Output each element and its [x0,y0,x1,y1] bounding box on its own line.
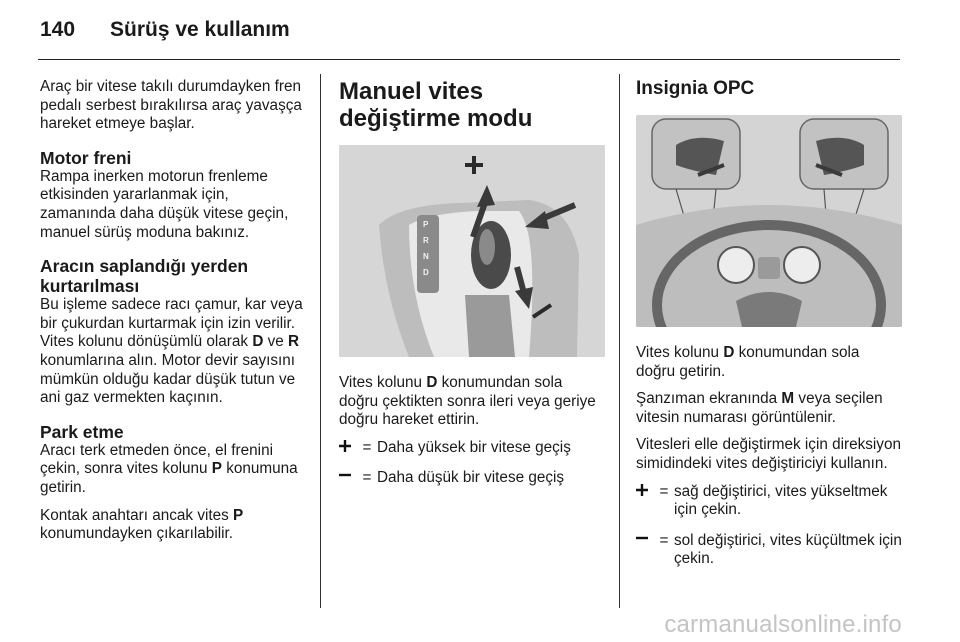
definition-row [636,532,902,569]
steering-paddles-illustration [636,115,902,327]
gear-lever-illustration [339,145,605,357]
section-body [40,442,308,498]
column-2 [339,78,605,500]
definition-row [636,483,902,520]
section-title: Insignia OPC [636,78,755,99]
section-saplandi [40,256,308,408]
section-body: Vitesleri elle değiştirmek için direksiyon simidindeki vites değiştiriciyi kullanın. [636,436,901,472]
plus-icon [636,483,654,502]
svg-text:R: R [423,236,429,245]
section-body [636,390,902,427]
definition-text: Daha yüksek bir vitese geçiş [377,438,571,456]
text-run: Aracı terk etmeden önce, el frenini çekin, sonra vites kolunu [40,441,273,478]
key-d: D [252,333,264,351]
text-run: veya seçilen vitesin numarası görüntülenir. [636,390,883,426]
page-number: 140 [40,18,76,41]
equals-sign: = [659,482,669,500]
text-run: konumuna getirin. [40,460,298,496]
intro-paragraph: Araç bir vitese takılı durumdayken fren pedalı serbest bırakılırsa araç yavaşça hareket etmeye başlar. [40,78,302,133]
text-run: konumlarına alın. Motor devir sayısını mümkün olduğu kadar düşük tutun ve ani gaz vermekten kaçının. [40,351,296,407]
definition-text: sol değiştirici, vites küçültmek için çekin. [674,531,902,568]
section-body [339,374,605,430]
key-m: M [781,390,795,408]
key-d: D [723,344,735,361]
definition-row [339,439,605,458]
section-title: Manuel vites değiştirme modu [339,78,533,132]
section-heading: Park etme [40,421,124,442]
section-body: Rampa inerken motorun frenleme etkisinden yararlanmak için, zamanında daha düşük vitese geçin, manuel sürüş moduna bakınız. [40,167,289,241]
plus-icon [339,439,357,458]
text-run: ve [263,333,289,351]
text-run: Kontak anahtarı ancak vites [40,506,234,524]
section-body [40,507,308,544]
key-p: P [211,460,222,478]
minus-icon [636,532,654,551]
watermark: carmanualsonline.info [664,611,902,638]
definition-text: sağ değiştirici, vites yükseltmek için çekin. [674,482,888,519]
svg-text:P: P [423,220,429,229]
definition-text: Daha düşük bir vitese geçiş [377,469,565,487]
column-1 [40,78,308,553]
equals-sign: = [362,438,372,456]
key-r: R [288,333,300,351]
header-rule [38,59,900,60]
text-run: Bu işleme sadece racı çamur, kar veya bir çukurdan kurtarmak için izin verilir. Vites kolunu dönüşümlü olarak [40,296,303,351]
minus-icon [339,469,357,488]
key-p: P [233,506,244,524]
section-heading: Aracın saplandığı yerden kurtarılması [40,256,249,297]
text-run: konumundayken çıkarılabilir. [40,525,234,543]
column-3 [636,78,902,581]
chapter-title: Sürüş ve kullanım [110,18,290,41]
text-run: Vites kolunu [636,344,724,361]
section-heading: Motor freni [40,147,132,168]
column-divider [320,74,321,608]
text-run: konumundan sola doğru getirin. [636,344,860,380]
column-divider [619,74,620,608]
svg-text:N: N [423,252,429,261]
equals-sign: = [362,469,372,487]
definition-row [339,469,605,488]
section-park [40,422,308,544]
section-body [636,344,902,381]
text-run: Vites kolunu [339,374,427,391]
section-motor-freni [40,148,308,242]
equals-sign: = [659,531,669,549]
section-body [40,296,308,408]
key-d: D [426,374,438,391]
text-run: konumundan sola doğru çektikten sonra ileri veya geriye doğru hareket ettirin. [339,374,596,429]
text-run: Şanzıman ekranında [636,390,782,408]
svg-text:D: D [423,268,429,277]
